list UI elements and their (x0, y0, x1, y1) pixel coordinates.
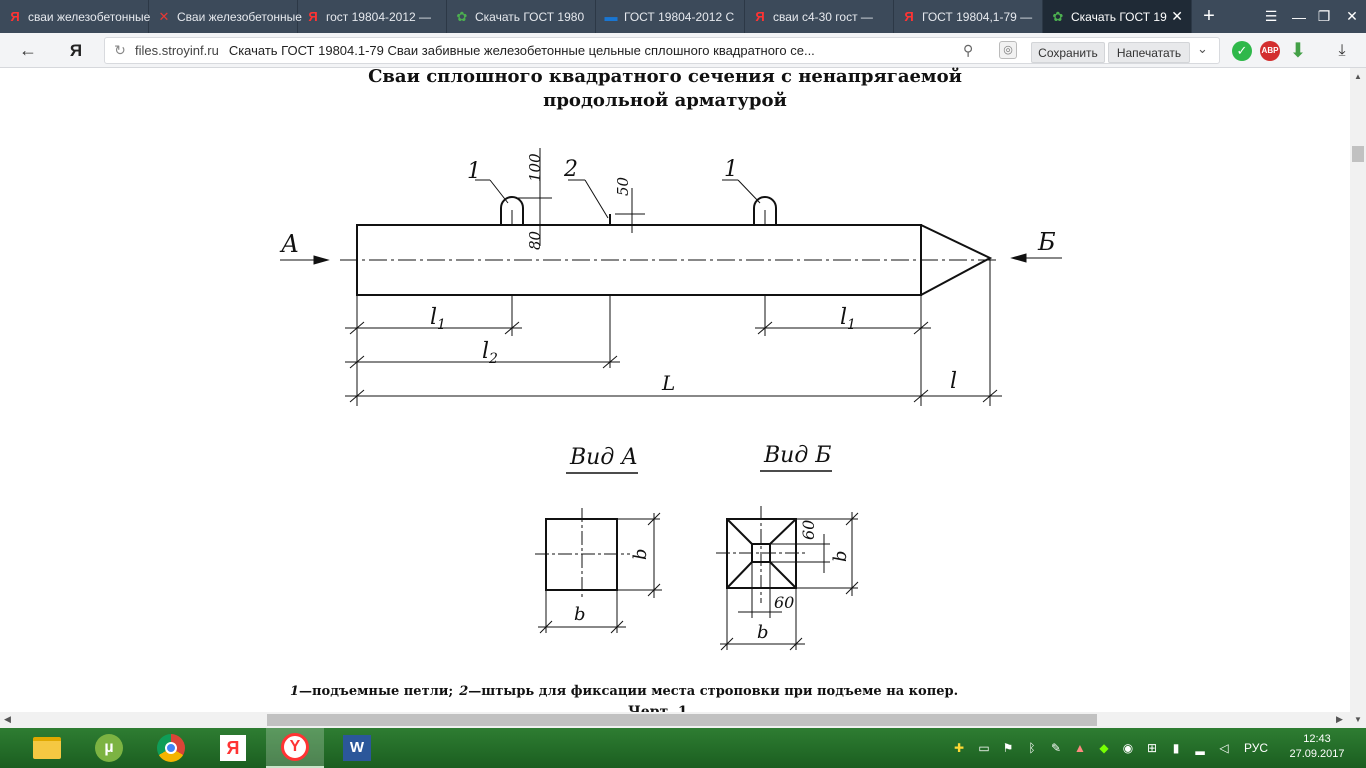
save-button[interactable]: Сохранить (1031, 42, 1105, 63)
view-a-dim-b-side: b (630, 548, 651, 560)
dim-50: 50 (614, 176, 632, 196)
clock-date: 27.09.2017 (1289, 748, 1345, 760)
clock-time: 12:43 (1303, 733, 1331, 745)
search-icon[interactable]: ⚲ (963, 42, 974, 58)
stroyinf-icon: ✿ (1052, 8, 1064, 24)
yandex-icon: Я (10, 9, 20, 24)
vertical-scrollbar[interactable] (1350, 68, 1366, 712)
back-arrow-icon[interactable]: ← (19, 40, 37, 60)
keyboard-icon[interactable]: ⊞ (1146, 741, 1158, 755)
downloads-icon[interactable]: ⤓ (1338, 41, 1346, 59)
file-explorer-icon[interactable] (18, 728, 76, 768)
url-page-title: Скачать ГОСТ 19804.1-79 Сваи забивные железобетонные цельные сплошного квадратного се... (228, 43, 815, 58)
scroll-up-arrow-icon[interactable]: ▲ (1354, 72, 1362, 81)
scroll-right-arrow-icon[interactable]: ▶ (1336, 714, 1343, 724)
url-domain: files.stroyinf.ru (135, 43, 219, 58)
tab-label: Скачать ГОСТ 1980 (475, 9, 585, 24)
dim-100: 100 (526, 153, 544, 182)
tab-2[interactable] (149, 0, 302, 33)
adblock-icon[interactable]: ABP (1258, 33, 1282, 68)
view-b-dim-b-bottom: b (757, 622, 769, 643)
view-arrow-a: А (281, 230, 300, 258)
tab-label: Скачать ГОСТ 19 (1071, 9, 1167, 24)
view-b-title: Вид Б (764, 443, 832, 468)
dim-l1-left: $l_1$ (430, 305, 446, 333)
dim-80: 80 (526, 230, 544, 250)
taskbar (0, 728, 1366, 768)
new-tab-button[interactable]: + (1203, 5, 1215, 27)
callout-2: 2 (564, 157, 578, 182)
yandex-disk-icon[interactable]: ✚ (953, 741, 965, 755)
camera-icon[interactable]: ◉ (1122, 741, 1134, 755)
car-icon[interactable]: ▲ (1074, 741, 1086, 755)
print-button[interactable]: Напечатать (1108, 42, 1190, 63)
drawing-title-line1: Сваи сплошного квадратного сечения с ненапрягаемой (368, 66, 962, 87)
tab-label: Сваи железобетонные (177, 9, 302, 24)
flag-icon[interactable]: ⚑ (1002, 741, 1014, 755)
volume-icon[interactable]: ◁ (1219, 741, 1229, 755)
tab-7[interactable] (894, 0, 1043, 33)
dim-l-tip: l (950, 369, 958, 394)
turbo-icon[interactable]: ◎ (999, 41, 1017, 59)
drawing-title-line2: продольной арматурой (543, 90, 787, 111)
chrome-icon[interactable] (142, 728, 200, 768)
menu-icon[interactable]: ☰ (1264, 8, 1278, 24)
restore-icon[interactable]: ❐ (1317, 8, 1331, 24)
utorrent-icon[interactable]: µ (80, 728, 138, 768)
download-helper-icon[interactable]: ⬇ (1289, 40, 1307, 62)
tab-8-active[interactable] (1043, 0, 1192, 33)
tab-label: гост 19804-2012 — (326, 9, 432, 24)
tab-label: сваи с4-30 гост — (773, 9, 873, 24)
security-icon[interactable]: ✎ (1050, 741, 1062, 755)
yandex-logo-icon[interactable]: Я (69, 40, 83, 60)
dim-l2: $l_2$ (482, 339, 498, 367)
word-icon[interactable]: W (328, 728, 386, 768)
tab-bar (0, 0, 1366, 33)
chevron-down-icon[interactable]: ⌄ (1197, 41, 1208, 56)
tab-6[interactable] (745, 0, 894, 33)
scroll-down-arrow-icon[interactable]: ▼ (1350, 712, 1366, 728)
view-b-dim-60-side: 60 (799, 519, 818, 540)
close-window-icon[interactable]: ✕ (1346, 8, 1358, 24)
check-extension-icon[interactable]: ✓ (1230, 33, 1254, 68)
callout-1-right: 1 (724, 157, 738, 182)
tools-icon: ✕ (158, 8, 170, 24)
tab-3[interactable] (298, 0, 447, 33)
url-field[interactable] (104, 37, 1220, 64)
close-tab-icon[interactable]: ✕ (1171, 8, 1183, 24)
tab-5[interactable] (596, 0, 745, 33)
tab-label: ГОСТ 19804,1-79 — (922, 9, 1033, 24)
tab-4[interactable] (447, 0, 596, 33)
tab-1[interactable] (0, 0, 149, 33)
horizontal-scroll-thumb[interactable] (267, 714, 1097, 726)
battery-icon[interactable]: ▮ (1172, 741, 1180, 755)
horizontal-scrollbar[interactable] (0, 712, 1350, 728)
bluetooth-icon[interactable]: ᛒ (1028, 741, 1036, 755)
minimize-icon[interactable]: — (1292, 8, 1306, 25)
scroll-left-arrow-icon[interactable]: ◀ (4, 714, 11, 724)
dim-l1-right: $l_1$ (840, 305, 856, 333)
yandex-icon[interactable]: Я (204, 728, 262, 768)
drawing-caption: 1—подъемные петли; 2—штырь для фиксации места строповки при подъеме на копер. (290, 684, 959, 699)
yandex-icon: Я (755, 9, 765, 24)
reload-icon[interactable]: ↻ (114, 42, 126, 58)
doc-icon: ▬ (604, 9, 618, 24)
yandex-browser-icon[interactable]: Y (266, 728, 324, 768)
monitor-icon[interactable]: ▭ (978, 741, 990, 755)
vertical-scroll-thumb[interactable] (1352, 146, 1364, 162)
yandex-icon: Я (904, 9, 914, 24)
clock[interactable] (1282, 732, 1352, 762)
address-bar (0, 33, 1366, 68)
stroyinf-icon: ✿ (456, 8, 468, 24)
callout-1-left: 1 (467, 159, 481, 184)
view-arrow-b: Б (1038, 228, 1056, 256)
view-b-dim-b-side: b (830, 550, 851, 562)
document-view (0, 68, 1350, 712)
language-indicator[interactable]: РУС (1244, 741, 1269, 755)
technical-drawing (0, 68, 1350, 712)
yandex-icon: Я (308, 9, 318, 24)
view-a-title: Вид А (570, 445, 638, 470)
view-b-dim-60-bottom: 60 (774, 593, 795, 612)
network-icon[interactable]: ▂ (1195, 741, 1205, 755)
tab-label: ГОСТ 19804-2012 С (624, 9, 735, 24)
dim-L-total: L (662, 371, 676, 395)
tab-label: сваи железобетонные (28, 9, 151, 24)
view-a-dim-b-bottom: b (574, 604, 586, 625)
nvidia-icon[interactable]: ◆ (1099, 741, 1109, 755)
